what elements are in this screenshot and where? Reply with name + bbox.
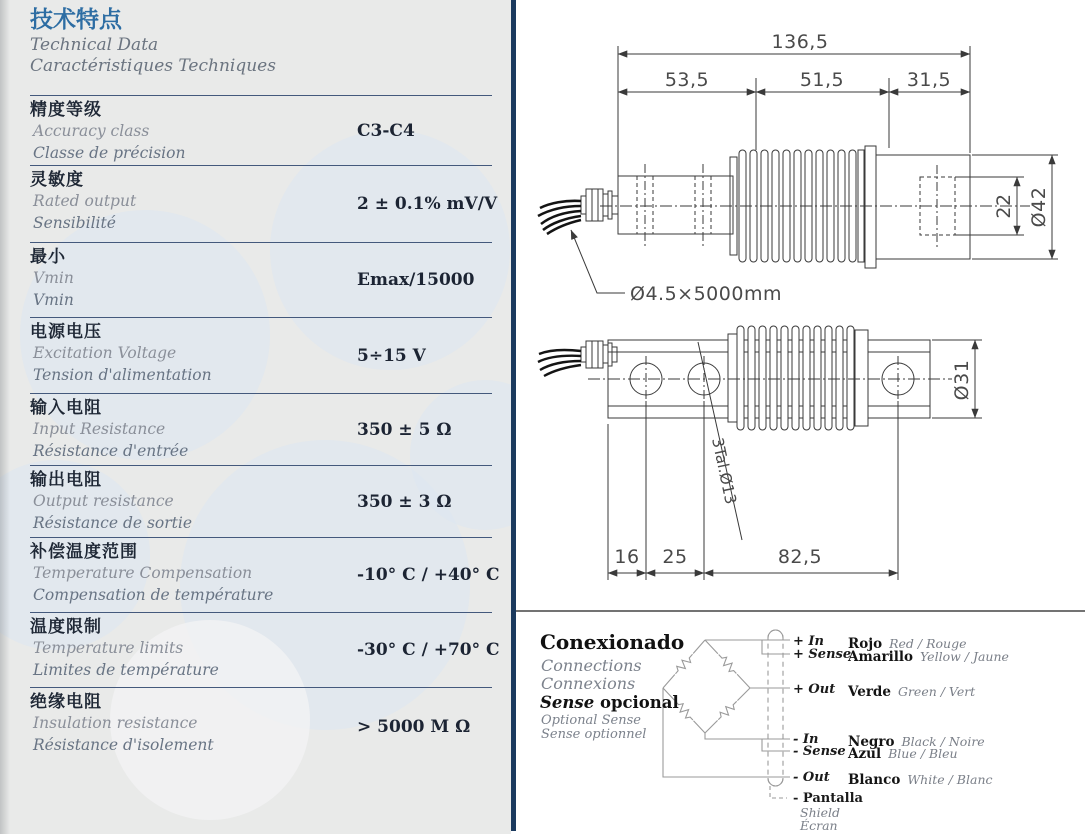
row-label-fr: Résistance d'entrée <box>33 441 189 460</box>
row-value: > 5000 M Ω <box>357 716 471 737</box>
row-label-cn: 最小 <box>30 247 66 266</box>
row-value: -30° C / +70° C <box>357 640 500 660</box>
wire-white <box>848 769 993 788</box>
cable-strands <box>538 201 581 234</box>
dim-25: 25 <box>662 546 688 568</box>
row-label-en: Accuracy class <box>33 122 150 140</box>
spec-row-input-resistance <box>30 393 492 465</box>
sense-optional-label <box>540 693 679 712</box>
row-label-cn: 绝缘电阻 <box>30 692 102 711</box>
row-label-en: Output resistance <box>33 492 174 510</box>
panel-title-fr: Caractéristiques Techniques <box>30 56 276 76</box>
row-value: 350 ± 5 Ω <box>357 419 452 440</box>
wire-color-name: Azul <box>848 746 882 762</box>
panel-title-block <box>30 5 492 77</box>
pin-minus-out: - Out <box>793 770 830 785</box>
page-edge-shadow <box>0 0 10 834</box>
spec-row-insulation <box>30 687 492 765</box>
dim-overall: 136,5 <box>771 31 829 53</box>
row-label-fr: Limites de température <box>33 660 219 679</box>
dimension-labels <box>614 31 1050 568</box>
wire-blue <box>848 743 958 762</box>
connections-heading-fr: Connexions <box>541 674 636 693</box>
shield-en: Shield <box>800 805 841 820</box>
row-label-cn: 输入电阻 <box>30 398 102 417</box>
pin-shield: - Pantalla <box>793 791 863 806</box>
row-label-fr: Résistance d'isolement <box>33 735 214 754</box>
connections-heading-es: Conexionado <box>540 630 685 654</box>
pin-minus-in: - In <box>793 732 819 747</box>
wire-yellow <box>848 646 1009 665</box>
pin-plus-in: + In <box>793 634 824 649</box>
sense-rest: opcional <box>594 693 679 712</box>
row-label-en: Excitation Voltage <box>33 344 177 362</box>
spec-row-temp-limits <box>30 612 500 687</box>
row-label-en: Vmin <box>33 269 74 287</box>
row-label-fr: Tension d'alimentation <box>33 365 212 384</box>
row-label-cn: 输出电阻 <box>30 470 102 489</box>
dim-diameter-42: Ø42 <box>1028 186 1050 228</box>
row-label-fr: Résistance de sortie <box>33 513 193 532</box>
row-label-en: Temperature Compensation <box>33 564 253 582</box>
row-label-fr: Compensation de température <box>33 585 274 604</box>
spec-row-vmin <box>30 242 492 317</box>
shield-fr: Écran <box>800 818 838 833</box>
row-label-en: Rated output <box>33 192 137 210</box>
spec-row-excitation <box>30 317 492 393</box>
dim-82-5: 82,5 <box>777 546 823 568</box>
cable-gland <box>581 189 618 221</box>
wire-color-translation: White / Blanc <box>907 772 993 787</box>
row-value: Emax/15000 <box>357 270 475 290</box>
cable-strands <box>538 350 581 376</box>
wire-color-translation: Red / Rouge <box>889 636 967 651</box>
row-label-cn: 电源电压 <box>30 322 102 341</box>
wire-color-translation: Green / Vert <box>897 684 976 699</box>
row-label-cn: 温度限制 <box>30 617 102 636</box>
side-view-drawing <box>538 46 1058 293</box>
dim-bore: 22 <box>993 193 1015 219</box>
dim-diameter-31: Ø31 <box>951 359 973 401</box>
wire-color-translation: Black / Noire <box>901 734 985 749</box>
spec-row-rated-output <box>30 165 498 242</box>
row-label-cn: 精度等级 <box>30 100 102 119</box>
wire-color-name: Rojo <box>848 636 883 652</box>
drawings-panel <box>516 0 1085 834</box>
row-label-en: Input Resistance <box>33 420 166 438</box>
cable-gland <box>581 341 617 368</box>
row-label-fr: Vmin <box>33 290 74 309</box>
cable-sheath <box>768 630 783 786</box>
row-label-en: Temperature limits <box>33 639 184 657</box>
pin-plus-sense: + Sense <box>793 647 852 662</box>
row-value: 5÷15 V <box>357 345 426 366</box>
sense-optional-en: Optional Sense <box>541 713 641 728</box>
connections-heading-en: Connections <box>541 656 642 675</box>
wire-color-translation: Blue / Bleu <box>888 746 958 761</box>
wire-green <box>848 681 975 700</box>
row-label-fr: Sensibilité <box>33 213 116 232</box>
bridge-circuit <box>663 630 790 798</box>
sense-word: Sense <box>540 693 595 712</box>
wire-color-name: Negro <box>848 734 895 750</box>
pin-minus-sense: - Sense <box>793 744 846 759</box>
row-label-en: Insulation resistance <box>33 714 198 732</box>
dim-16: 16 <box>614 546 640 568</box>
sense-optional-fr: Sense optionnel <box>541 727 647 742</box>
dim-holes-callout: 3Tal.Ø13 <box>708 436 740 506</box>
top-view-drawing <box>538 326 982 580</box>
dim-cable: Ø4.5×5000mm <box>630 283 782 305</box>
wire-color-name: Blanco <box>848 772 901 788</box>
row-label-fr: Classe de précision <box>33 143 186 162</box>
row-value: C3-C4 <box>357 120 415 141</box>
row-label-cn: 灵敏度 <box>30 170 84 189</box>
technical-data-panel <box>0 0 511 834</box>
row-value: 2 ± 0.1% mV/V <box>357 194 498 214</box>
spec-row-output-resistance <box>30 465 492 537</box>
dim-seg2: 51,5 <box>799 69 845 91</box>
row-value: -10° C / +40° C <box>357 565 500 585</box>
wire-color-translation: Yellow / Jaune <box>920 649 1009 664</box>
pin-plus-out: + Out <box>793 682 836 697</box>
spec-row-accuracy <box>30 95 492 165</box>
dim-seg3: 31,5 <box>906 69 952 91</box>
panel-title-en: Technical Data <box>30 35 159 55</box>
dim-seg1: 53,5 <box>664 69 710 91</box>
panel-title-cn: 技术特点 <box>30 6 122 32</box>
wire-color-name: Verde <box>848 684 891 700</box>
wire-color-name: Amarillo <box>848 649 914 665</box>
spec-row-temp-compensation <box>30 537 500 612</box>
row-value: 350 ± 3 Ω <box>357 491 452 512</box>
row-label-cn: 补偿温度范围 <box>30 542 138 561</box>
